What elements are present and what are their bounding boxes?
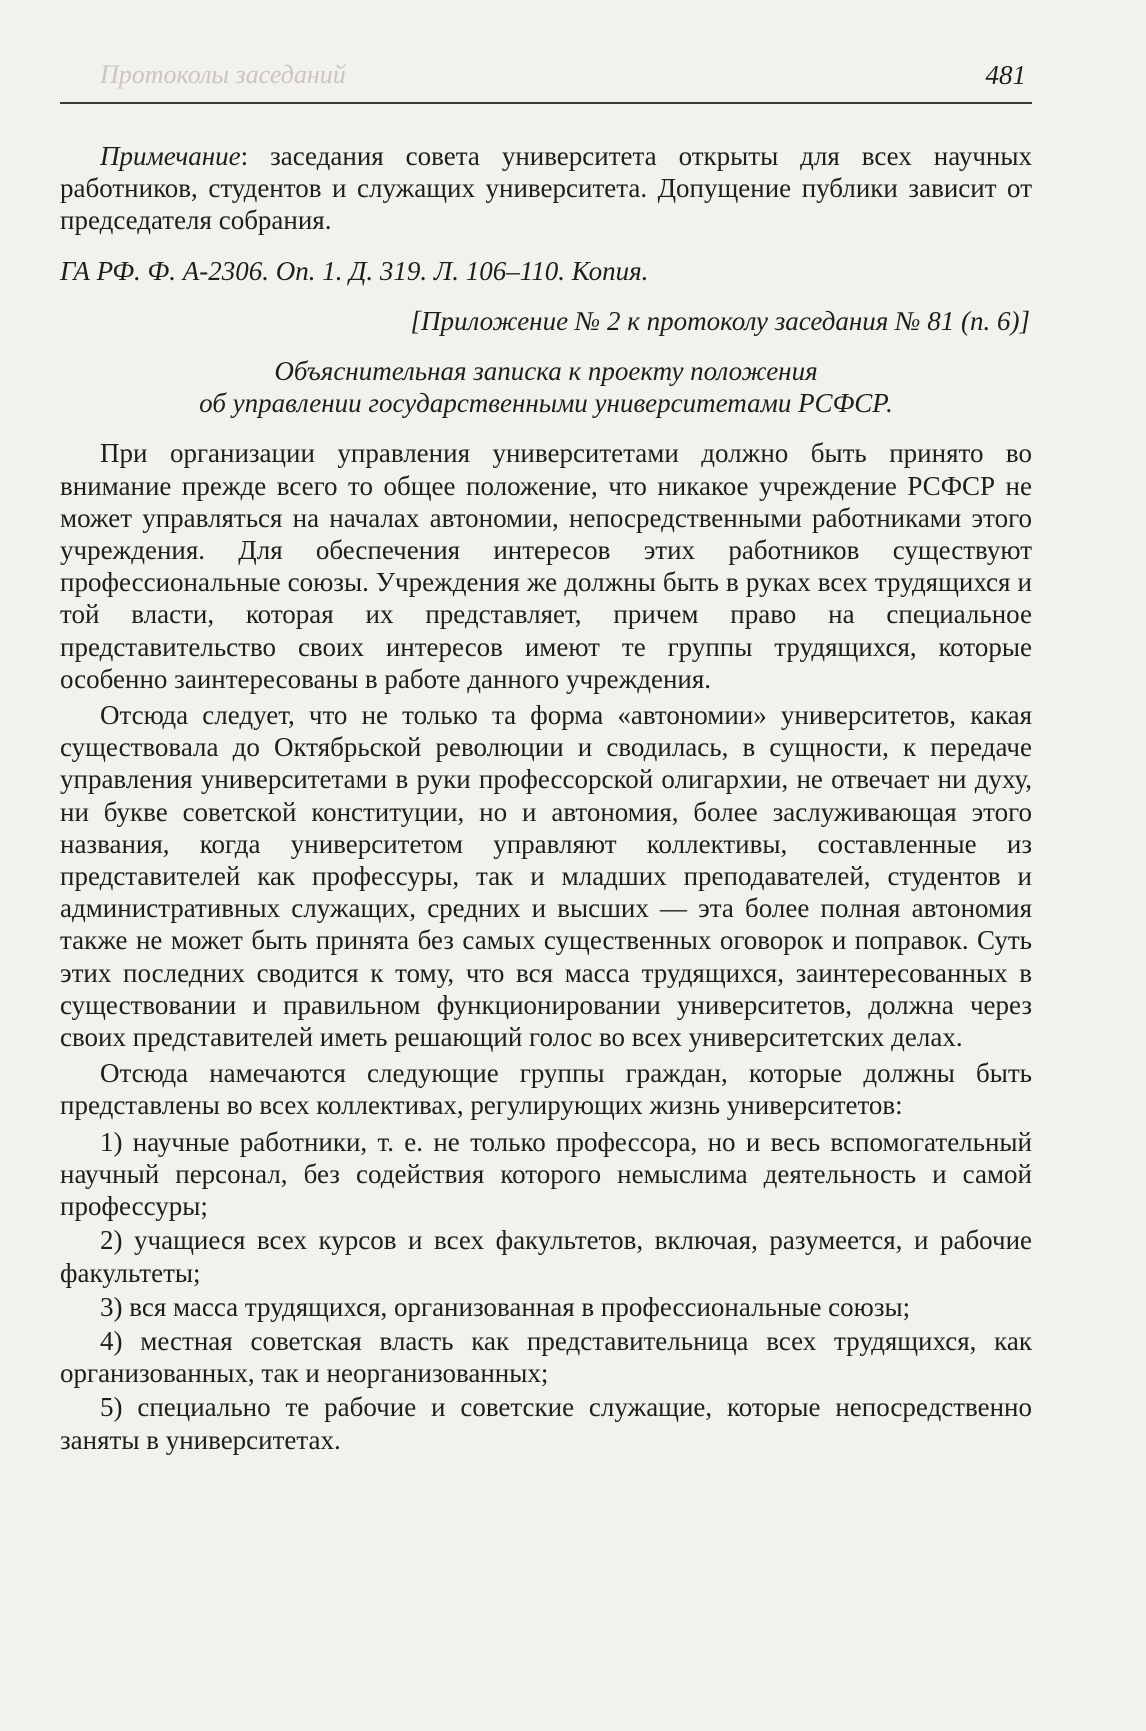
- list-item-1: 1) научные работники, т. е. не только профессора, но и весь вспомогательный научный персонал, без содействия которого немыслима деятельность и самой профессуры;: [60, 1126, 1032, 1222]
- list-item-5: 5) специально те рабочие и советские служащие, которые непосредственно заняты в университетах.: [60, 1392, 1032, 1455]
- list-item-2: 2) учащиеся всех курсов и всех факультетов, включая, разумеется, и рабочие факультеты;: [60, 1225, 1032, 1288]
- running-title: Протоколы заседаний: [100, 60, 346, 89]
- page-header: [60, 60, 1032, 104]
- note-label: Примечание: [100, 141, 241, 171]
- page-number: 481: [985, 60, 1026, 90]
- body-paragraph-3: Отсюда намечаются следующие группы граждан, которые должны быть представлены во всех коллективах, регулирующих жизнь университетов:: [60, 1058, 1032, 1121]
- body-paragraph-1: При организации управления университетами должно быть принято во внимание прежде всего то общее положение, что никакое учреждение РСФСР не может управляться на началах автономии, непосредственными работниками этого учреждения. Для обеспечения интересов этих работников существуют профессиональные союзы. Учреждения же должны быть в руках всех трудящихся и той власти, которая их представляет, причем право на специальное представительство своих интересов имеют те группы трудящихся, которые особенно заинтересованы в работе данного учреждения.: [60, 438, 1032, 694]
- body-paragraph-2: Отсюда следует, что не только та форма «автономии» университетов, какая существовала до Октябрьской революции и сводилась, в сущности, к передаче управления университетами в руки профессорской олигархии, не отвечает ни духу, ни букве советской конституции, но и автономия, более заслуживающая этого названия, когда университетом управляют коллективы, составленные из представителей как профессуры, так и младших преподавателей, студентов и административных служащих, средних и высших — эта более полная автономия также не может быть принята без самых существенных оговорок и поправок. Суть этих последних сводится к тому, что вся масса трудящихся, заинтересованных в существовании и правильном функционировании университетов, должна через своих представителей иметь решающий голос во всех университетских делах.: [60, 700, 1032, 1053]
- document-title: [60, 355, 1032, 419]
- note-paragraph: [60, 140, 1032, 237]
- note-text: : заседания совета университета открыты для всех научных работников, студентов и служащих университета. Допущение публики зависит от председателя собрания.: [60, 141, 1032, 236]
- document-title-line-2: об управлении государственными университетами РСФСР.: [199, 388, 893, 419]
- page-content: [60, 140, 1032, 1458]
- appendix-heading: [Приложение № 2 к протоколу заседания № 81 (п. 6)]: [410, 305, 1030, 336]
- list-item-3: 3) вся масса трудящихся, организованная в профессиональные союзы;: [100, 1291, 911, 1322]
- archive-reference: ГА РФ. Ф. А-2306. Оп. 1. Д. 319. Л. 106–110. Копия.: [60, 255, 649, 286]
- list-item-4: 4) местная советская власть как представительница всех трудящихся, как организованных, так и неорганизованных;: [60, 1325, 1032, 1389]
- document-title-line-1: Объяснительная записка к проекту положения: [274, 356, 818, 387]
